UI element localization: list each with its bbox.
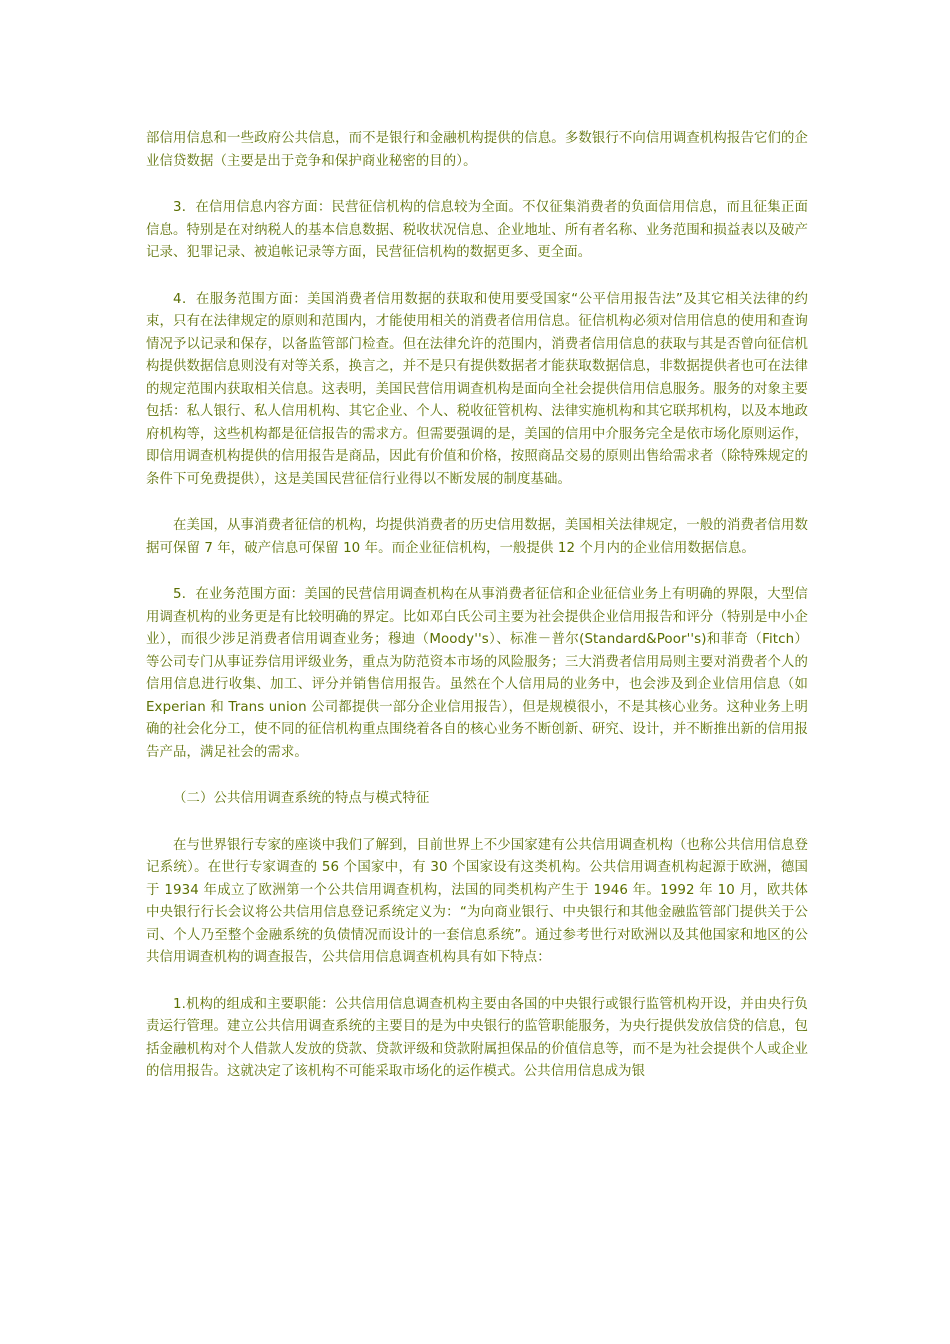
paragraph-continuation: 部信用信息和一些政府公共信息，而不是银行和金融机构提供的信息。多数银行不向信用调查机构报告它们的企业信贷数据（主要是出于竞争和保护商业秘密的目的）。	[146, 131, 808, 169]
document-body	[146, 128, 808, 1108]
paragraph-item-1: 1.机构的组成和主要职能：公共信用信息调查机构主要由各国的中央银行或银行监管机构开设，并由央行负责运行管理。建立公共信用调查系统的主要目的是为中央银行的监管职能服务，为央行提供发放信贷的信息，包括金融机构对个人借款人发放的贷款、贷款评级和贷款附属担保品的价值信息等，而不是为社会提供个人或企业的信用报告。这就决定了该机构不可能采取市场化的运作模式。公共信用信息成为银	[146, 996, 808, 1079]
section-heading: （二）公共信用调查系统的特点与模式特征	[173, 791, 430, 806]
paragraph-item-3: 3．在信用信息内容方面：民营征信机构的信息较为全面。不仅征集消费者的负面信用信息，而且征集正面信息。特别是在对纳税人的基本信息数据、税收状况信息、企业地址、所有者名称、业务范围和损益表以及破产记录、犯罪记录、被追帐记录等方面，民营征信机构的数据更多、更全面。	[146, 200, 808, 260]
paragraph-us-retention: 在美国，从事消费者征信的机构，均提供消费者的历史信用数据，美国相关法律规定，一般的消费者信用数据可保留 7 年，破产信息可保留 10 年。而企业征信机构，一般提供 12 个月内的企业信用数据信息。	[146, 518, 808, 556]
paragraph-item-4: 4．在服务范围方面：美国消费者信用数据的获取和使用要受国家“公平信用报告法”及其它相关法律的约束，只有在法律规定的原则和范围内，才能使用相关的消费者信用信息。征信机构必须对信用信息的使用和查询情况予以记录和保存，以备监管部门检查。但在法律允许的范围内，消费者信用信息的获取与其是否曾向征信机构提供数据信息则没有对等关系，换言之，并不是只有提供数据者才能获取数据信息，非数据提供者也可在法律的规定范围内获取相关信息。这表明，美国民营信用调查机构是面向全社会提供信用信息服务。服务的对象主要包括：私人银行、私人信用机构、其它企业、个人、税收征管机构、法律实施机构和其它联邦机构，以及本地政府机构等，这些机构都是征信报告的需求方。但需要强调的是，美国的信用中介服务完全是依市场化原则运作，即信用调查机构提供的信用报告是商品，因此有价值和价格，按照商品交易的原则出售给需求者（除特殊规定的条件下可免费提供），这是美国民营征信行业得以不断发展的制度基础。	[146, 291, 808, 487]
paragraph-world-bank: 在与世界银行专家的座谈中我们了解到，目前世界上不少国家建有公共信用调查机构（也称公共信用信息登记系统）。在世行专家调查的 56 个国家中，有 30 个国家设有这类机构。公共信用调查机构起源于欧洲，德国于 1934 年成立了欧洲第一个公共信用调查机构，法国的同类机构产生于 1946 年。1992 年 10 月，欧共体中央银行行长会议将公共信用信息登记系统定义为：“为向商业银行、中央银行和其他金融监管部门提供关于公司、个人乃至整个金融系统的负债情况而设计的一套信息系统”。通过参考世行对欧洲以及其他国家和地区的公共信用调查机构的调查报告，公共信用信息调查机构具有如下特点：	[146, 837, 808, 965]
paragraph-item-5: 5．在业务范围方面：美国的民营信用调查机构在从事消费者征信和企业征信业务上有明确的界限，大型信用调查机构的业务更是有比较明确的界定。比如邓白氏公司主要为社会提供企业信用报告和评分（特别是中小企业），而很少涉足消费者信用调查业务；穆迪（Moody''s）、标准－普尔(Standard&Poor''s)和菲奇（Fitch）等公司专门从事证券信用评级业务，重点为防范资本市场的风险服务；三大消费者信用局则主要对消费者个人的信用信息进行收集、加工、评分并销售信用报告。虽然在个人信用局的业务中，也会涉及到企业信用信息（如 Experian 和 Trans union 公司都提供一部分企业信用报告），但是规模很小，不是其核心业务。这种业务上明确的社会化分工，使不同的征信机构重点围绕着各自的核心业务不断创新、研究、设计，并不断推出新的信用报告产品，满足社会的需求。	[146, 587, 808, 760]
